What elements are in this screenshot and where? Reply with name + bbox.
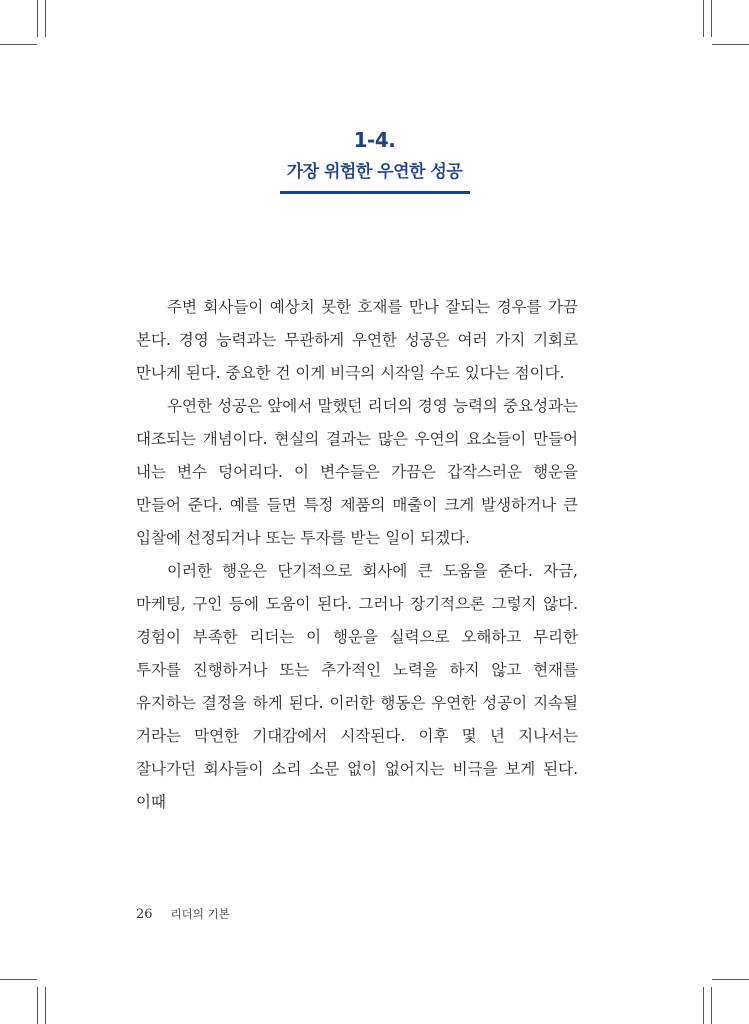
crop-mark <box>712 44 749 45</box>
running-title: 리더의 기본 <box>170 907 230 921</box>
page-number: 26 <box>136 907 153 922</box>
crop-mark <box>45 987 46 1024</box>
crop-mark <box>703 987 704 1024</box>
crop-mark <box>37 987 38 1024</box>
crop-mark <box>0 44 37 45</box>
paragraph: 주변 회사들이 예상치 못한 호재를 만나 잘되는 경우를 가끔 본다. 경영 능력과는 무관하게 우연한 성공은 여러 가지 기회로 만나게 된다. 중요한 건 이게 비극의 시작일 수도 있다는 점이다. <box>136 298 578 382</box>
crop-mark <box>711 987 712 1024</box>
crop-mark <box>45 0 46 37</box>
body-text <box>136 291 578 819</box>
paragraph: 이러한 행운은 단기적으로 회사에 큰 도움을 준다. 자금, 마케팅, 구인 등에 도움이 된다. 그러나 장기적으론 그렇지 않다. 경험이 부족한 리더는 이 행운을 실력으로 오해하고 무리한 투자를 진행하거나 또는 추가적인 노력을 하지 않고 현재를 유지하는 결정을 하게 된다. 이러한 행동은 우연한 성공이 지속될 거라는 막연한 기대감에서 시작된다. 이후 몇 년 지나서는 잘나가던 회사들이 소리 소문 없이 없어지는 비극을 보게 된다. 이때 <box>136 562 578 811</box>
crop-mark <box>37 0 38 37</box>
crop-mark <box>703 0 704 37</box>
crop-mark <box>0 979 37 980</box>
section-heading <box>0 126 749 194</box>
section-number: 1-4. <box>353 128 396 152</box>
title-underline <box>280 191 470 194</box>
section-title: 가장 위험한 우연한 성공 <box>286 162 463 182</box>
paragraph: 우연한 성공은 앞에서 말했던 리더의 경영 능력의 중요성과는 대조되는 개념이다. 현실의 결과는 많은 우연의 요소들이 만들어 내는 변수 덩어리다. 이 변수들은 가끔은 갑작스러운 행운을 만들어 준다. 예를 들면 특정 제품의 매출이 크게 발생하거나 큰 입찰에 선정되거나 또는 투자를 받는 일이 되겠다. <box>136 397 578 547</box>
page-footer <box>136 906 230 922</box>
crop-mark <box>712 979 749 980</box>
crop-mark <box>711 0 712 37</box>
